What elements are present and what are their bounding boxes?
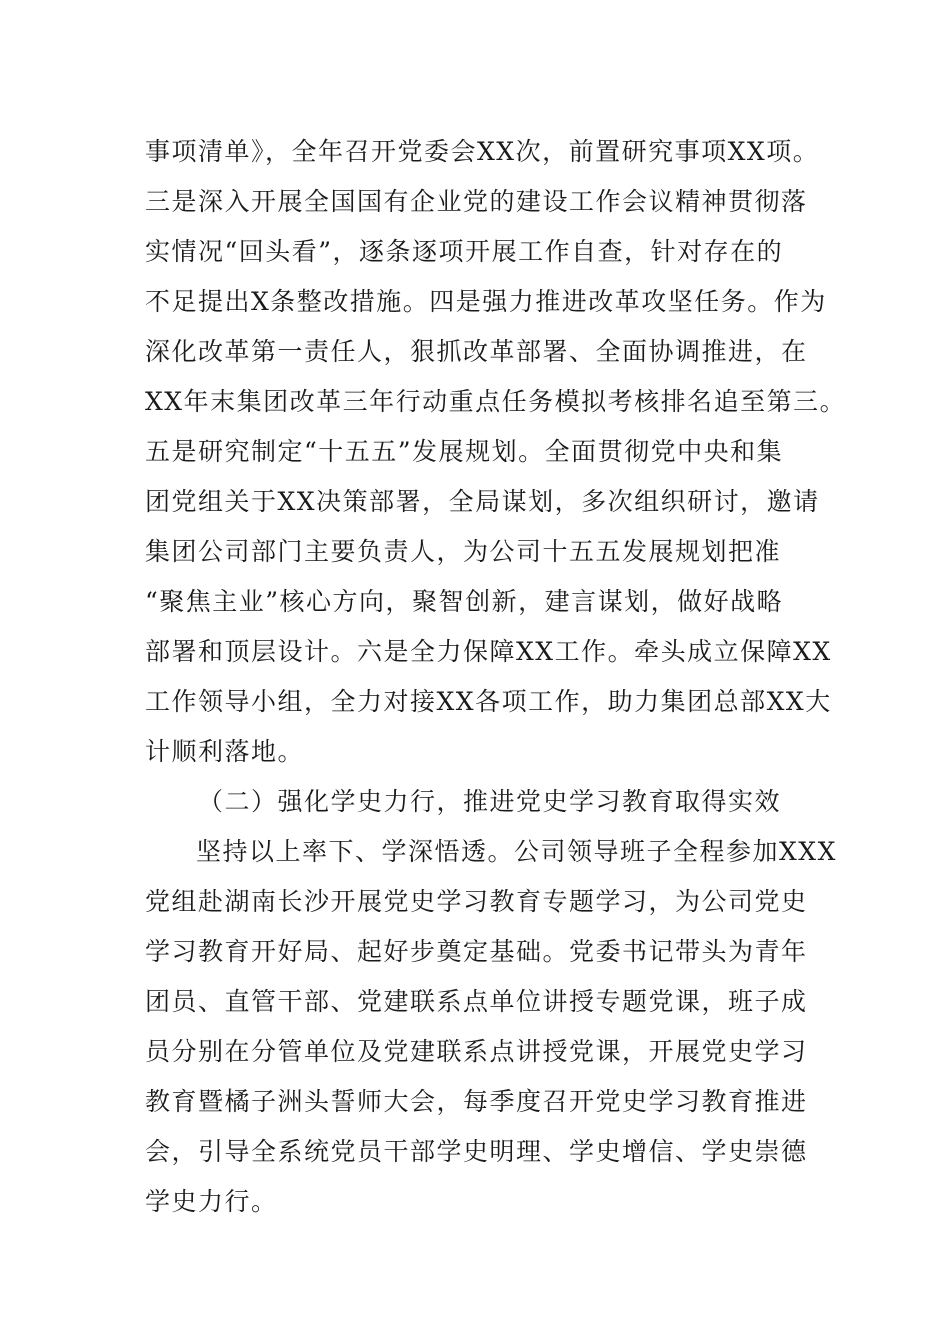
paragraph-first-line: 坚持以上率下、学深悟透。公司领导班子全程参加XXX [196, 837, 837, 866]
text-line: 党组赴湖南长沙开展党史学习教育专题学习，为公司党史 [145, 887, 808, 916]
text-line: 三是深入开展全国国有企业党的建设工作会议精神贯彻落 [145, 187, 808, 216]
text-line: 工作领导小组，全力对接XX各项工作，助力集团总部XX大 [145, 687, 832, 716]
text-line: “聚焦主业”核心方向，聚智创新，建言谋划，做好战略 [145, 587, 784, 616]
text-line: 员分别在分管单位及党建联系点讲授党课，开展党史学习 [145, 1037, 808, 1066]
text-line: 学习教育开好局、起好步奠定基础。党委书记带头为青年 [145, 937, 808, 966]
text-line: 计顺利落地。 [145, 737, 305, 766]
text-line: 五是研究制定“十五五”发展规划。全面贯彻党中央和集 [145, 437, 784, 466]
text-line: 事项清单》，全年召开党委会XX次，前置研究事项XX项。 [145, 137, 820, 166]
section-heading: （二）强化学史力行，推进党史学习教育取得实效 [198, 787, 782, 816]
text-line: XX年末集团改革三年行动重点任务模拟考核排名追至第三。 [145, 387, 847, 416]
text-line: 部署和顶层设计。六是全力保障XX工作。牵头成立保障XX [145, 637, 832, 666]
text-line: 集团公司部门主要负责人，为公司十五五发展规划把准 [145, 537, 782, 566]
text-line: 教育暨橘子洲头誓师大会，每季度召开党史学习教育推进 [145, 1087, 808, 1116]
text-line: 团员、直管干部、党建联系点单位讲授专题党课，班子成 [145, 987, 808, 1016]
text-line: 团党组关于XX决策部署，全局谋划，多次组织研讨，邀请 [145, 487, 820, 516]
text-line: 会，引导全系统党员干部学史明理、学史增信、学史崇德 [145, 1137, 808, 1166]
text-line: 学史力行。 [145, 1187, 278, 1216]
text-line: 实情况“回头看”，逐条逐项开展工作自查，针对存在的 [145, 237, 784, 266]
text-line: 不足提出X条整改措施。四是强力推进改革攻坚任务。作为 [145, 287, 827, 316]
text-line: 深化改革第一责任人，狠抓改革部署、全面协调推进，在 [145, 337, 808, 366]
